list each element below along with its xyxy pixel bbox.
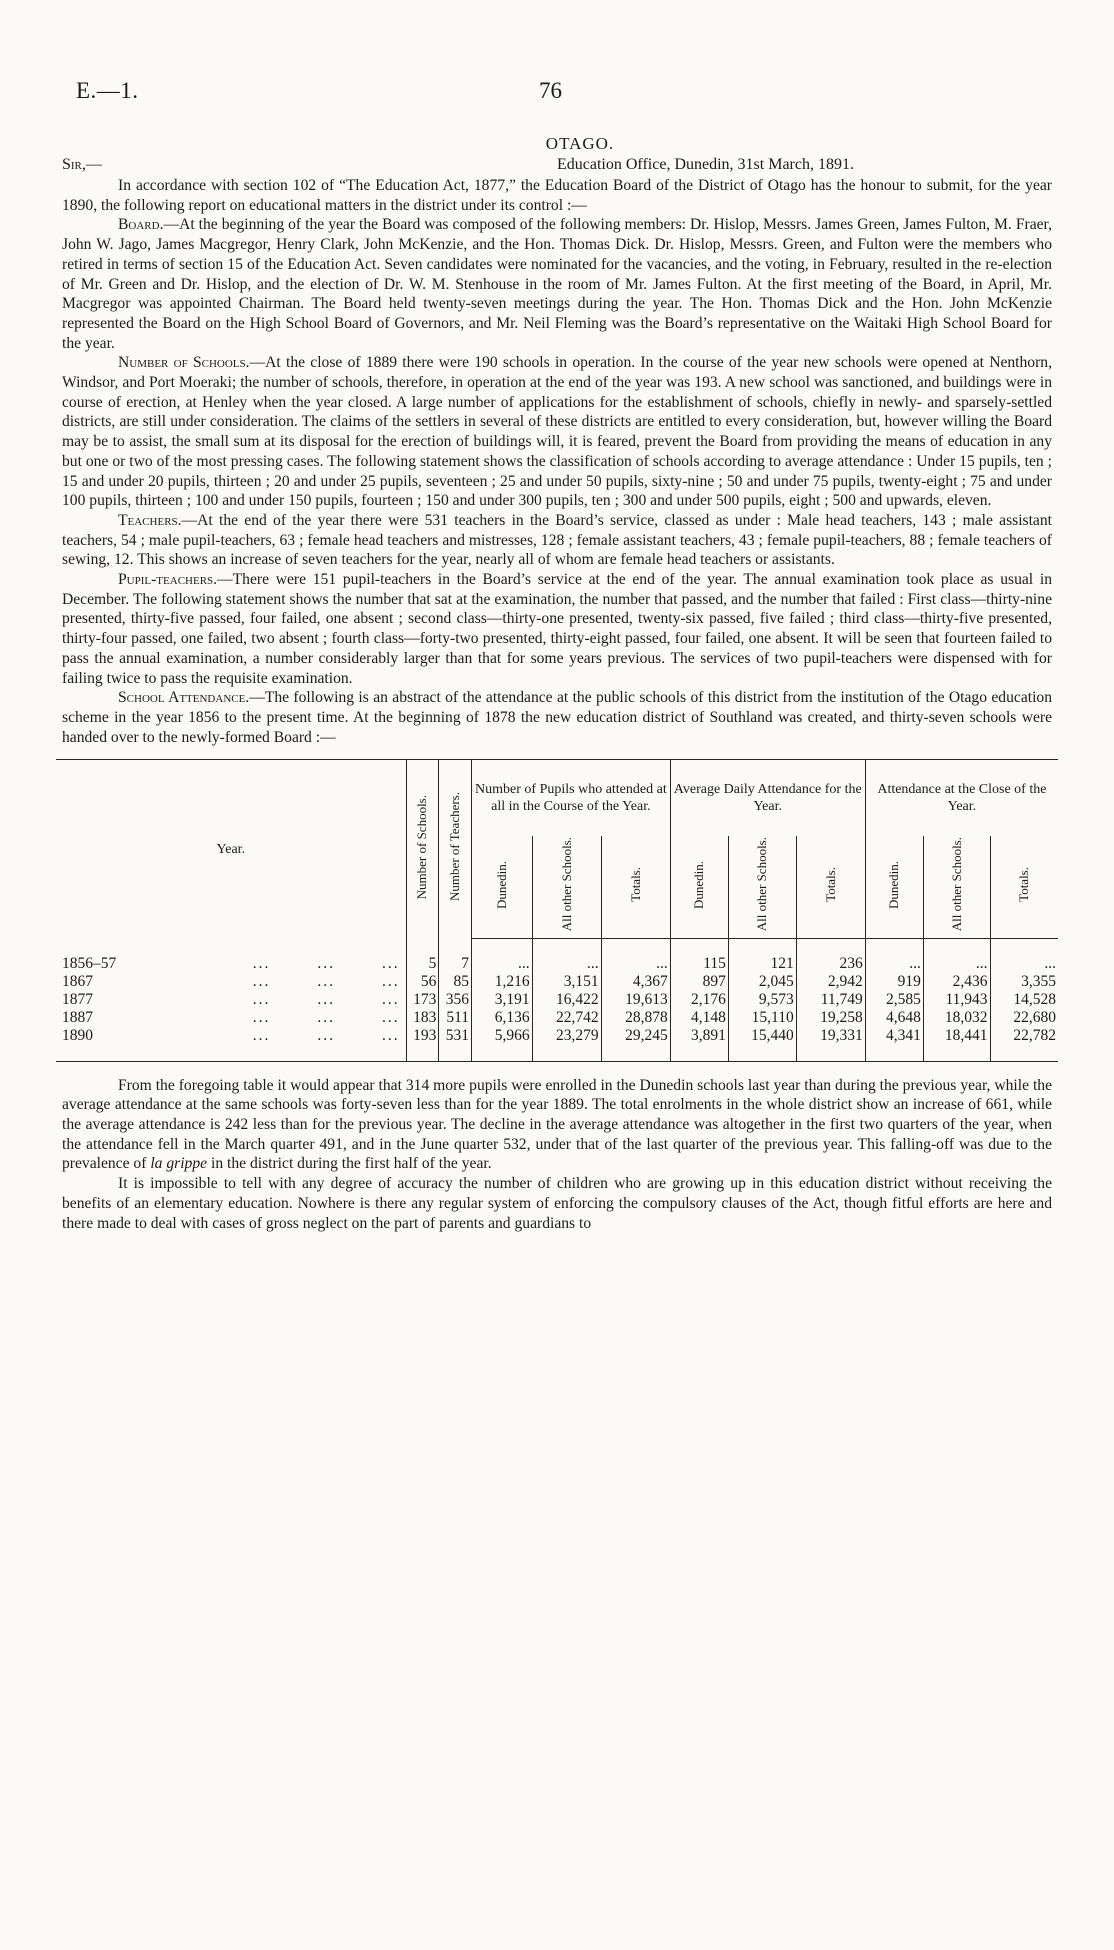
cell-c-oth: 2,436 [923,973,990,991]
cell-e-tot: ... [601,955,670,973]
pupil-teachers-text: —There were 151 pupil-teachers in the Board’s service at the end of the year. The annual examination took place as usual in December. The following statement shows the number that sat at the examination, the number that passed, and the number that failed : First class—thirty-nine presented, thirty-five passed, four failed, one absent ; second class—thirty-one presented, twenty-six passed, five failed ; third class—thirty-five presented, thirty-four passed, one failed, two absent ; fourth class—forty-two presented, thirty-eight passed, four failed, one absent. It will be seen that fourteen failed to pass the annual examination, a number considerably larger than that for some years previous. The services of two pupil-teachers were dispensed with for failing twice to pass the requisite examination. [62,571,1052,687]
cell-a-tot: 2,942 [796,973,865,991]
cell-a-oth: 9,573 [728,991,796,1009]
analysis-italic: la grippe [150,1155,208,1173]
report-reference: E.—1. [76,78,139,103]
attendance-paragraph [62,688,1052,747]
cell-a-tot: 19,331 [796,1027,865,1045]
cell-c-oth: 18,441 [923,1027,990,1045]
cell-schools: 193 [406,1027,439,1045]
cell-teachers: 85 [439,973,472,991]
cell-e-oth: 3,151 [532,973,601,991]
analysis-text-end: in the district during the first half of the year. [210,1155,492,1173]
table-row [56,973,1058,991]
cell-teachers: 7 [439,955,472,973]
year-cell: 1867 ... ... ... [62,972,400,990]
cell-a-dun: 4,148 [670,1009,728,1027]
year-cell: 1856–57 ... ... ... [62,954,400,972]
attendance-text: —The following is an abstract of the attendance at the public schools of this district from the institution of the Otago education scheme in the year 1856 to the present time. At the beginning of 1878 the new education district of Southland was created, and thirty-seven schools were handed over to the newly-formed Board :— [62,689,1052,746]
cell-e-oth: 22,742 [532,1009,601,1027]
cell-c-dun: 919 [865,973,923,991]
sub-dunedin-header: Dunedin. [865,836,923,938]
cell-teachers: 511 [439,1009,472,1027]
col-year-header: Year. [216,841,246,857]
sub-other-header: All other Schools. [532,836,601,938]
sub-totals-header: Totals. [796,836,865,938]
cell-e-oth: 23,279 [532,1027,601,1045]
col-schools-header: Number of Schools. [406,760,439,938]
group-average-header: Average Daily Attendance for the Year. [670,760,865,837]
cell-a-tot: 19,258 [796,1009,865,1027]
sub-dunedin-header: Dunedin. [670,836,728,938]
cell-c-dun: 2,585 [865,991,923,1009]
board-text: —At the beginning of the year the Board was composed of the following members: Dr. Hislop, Messrs. James Green, James Fulton, M. Fraer, John W. Jago, James Macgregor, Henry Clark, John McKenzie, and the Hon. Thomas Dick. Dr. Hislop, Messrs. Green, and Fulton were the members who retired in terms of section 15 of the Education Act. Seven candidates were nominated for the vacancies, and the voting, in February, resulted in the re-election of Mr. Green and Dr. Hislop, and the election of Dr. W. M. Stenhouse in the room of Mr. James Fulton. At the first meeting of the Board, in April, Mr. Macgregor was appointed Chairman. The Board held twenty-seven meetings during the year. The Hon. Thomas Dick and the Hon. John McKenzie represented the Board on the High School Board of Governors, and Mr. Neil Fleming was the Board’s representative on the Waitaki High School Board for the year. [62,216,1052,352]
salutation-line [62,156,1052,176]
cell-e-tot: 4,367 [601,973,670,991]
year-cell: 1890 ... ... ... [62,1026,400,1044]
cell-e-dun: 6,136 [472,1009,533,1027]
cell-schools: 183 [406,1009,439,1027]
sub-other-header: All other Schools. [923,836,990,938]
cell-a-dun: 3,891 [670,1027,728,1045]
cell-a-oth: 15,110 [728,1009,796,1027]
attendance-table-body [56,938,1058,1061]
group-close-header: Attendance at the Close of the Year. [865,760,1058,837]
board-paragraph [62,215,1052,353]
board-heading: Board. [118,216,164,234]
cell-schools: 173 [406,991,439,1009]
cell-schools: 5 [406,955,439,973]
cell-e-dun: ... [472,955,533,973]
cell-teachers: 531 [439,1027,472,1045]
cell-a-oth: 2,045 [728,973,796,991]
sub-other-header: All other Schools. [728,836,796,938]
cell-e-tot: 28,878 [601,1009,670,1027]
analysis-text: From the foregoing table it would appear that 314 more pupils were enrolled in the Dunedin schools last year than during the previous year, while the average attendance at the same schools was forty-seven less than for the year 1889. The total enrolments in the whole district show an increase of 661, while the average attendance is 242 less than for the previous year. The decline in the average attendance was altogether in the first two quarters of the year, when the attendance fell in the March quarter 491, and in the June quarter 532, under that of the last quarter of the previous year. This falling-off was due to the prevalence of [62,1076,1052,1173]
cell-a-oth: 15,440 [728,1027,796,1045]
cell-c-dun: 4,341 [865,1027,923,1045]
page-header [62,78,1052,114]
cell-a-dun: 2,176 [670,991,728,1009]
cell-c-oth: 18,032 [923,1009,990,1027]
cell-c-tot: ... [990,955,1058,973]
sub-totals-header: Totals. [990,836,1058,938]
schools-heading: Number of Schools. [118,354,250,372]
table-row [56,955,1058,973]
cell-e-dun: 5,966 [472,1027,533,1045]
year-cell: 1887 ... ... ... [62,1008,400,1026]
sub-totals-header: Totals. [601,836,670,938]
schools-paragraph [62,353,1052,511]
col-teachers-header: Number of Teachers. [439,760,472,938]
cell-teachers: 356 [439,991,472,1009]
cell-schools: 56 [406,973,439,991]
attendance-heading: School Attendance. [118,689,250,707]
compulsory-paragraph: It is impossible to tell with any degree of accuracy the number of children who are growing up in this education district without receiving the benefits of an elementary education. Nowhere is there any regular system of enforcing the compulsory clauses of the Act, though fitful efforts are here and there made to deal with cases of gross neglect on the part of parents and guardians to [62,1175,1052,1232]
teachers-heading: Teachers. [118,511,182,529]
page-number: 76 [539,78,562,103]
cell-e-dun: 1,216 [472,973,533,991]
cell-e-oth: ... [532,955,601,973]
pupil-teachers-paragraph [62,570,1052,688]
table-row [56,1009,1058,1027]
schools-text: —At the close of 1889 there were 190 schools in operation. In the course of the year new schools were opened at Nenthorn, Windsor, and Port Moeraki; the number of schools, therefore, in operation at the end of the year was 193. A new school was sanctioned, and buildings were in course of erection, at Henley when the year closed. A large number of applications for the establishment of schools, chiefly in newly- and sparsely-settled districts, are still under consideration. The claims of the settlers in several of these districts are entitled to every consideration, but, however willing the Board may be to assist, the small sum at its disposal for the erection of buildings will, it is feared, prevent the Board from providing the means of education in any but one or two of the most pressing cases. The following statement shows the classification of schools according to average attendance : Under 15 pupils, ten ; 15 and under 20 pupils, thirteen ; 20 and under 25 pupils, seventeen ; 25 and under 50 pupils, sixty-nine ; 50 and under 75 pupils, twenty-eight ; 75 and under 100 pupils, thirteen ; 100 and under 150 pupils, fourteen ; 150 and under 300 pupils, ten ; 300 and under 500 pupils, eight ; 500 and upwards, eleven. [62,354,1052,510]
cell-e-tot: 29,245 [601,1027,670,1045]
cell-e-tot: 19,613 [601,991,670,1009]
cell-c-dun: 4,648 [865,1009,923,1027]
cell-c-dun: ... [865,955,923,973]
cell-a-dun: 115 [670,955,728,973]
cell-a-tot: 236 [796,955,865,973]
teachers-text: —At the end of the year there were 531 teachers in the Board’s service, classed as under : Male head teachers, 143 ; male assistant teachers, 54 ; male pupil-teachers, 63 ; female head teachers and mistresses, 128 ; female assistant teachers, 43 ; female pupil-teachers, 88 ; female teachers of sewing, 12. This shows an increase of seven teachers for the year, nearly all of whom are female head teachers or assistants. [62,511,1052,569]
cell-e-dun: 3,191 [472,991,533,1009]
cell-c-tot: 14,528 [990,991,1058,1009]
document-page [62,78,1056,1233]
cell-a-tot: 11,749 [796,991,865,1009]
cell-e-oth: 16,422 [532,991,601,1009]
sub-dunedin-header: Dunedin. [472,836,533,938]
salutation: Sir,— [62,156,102,173]
cell-a-oth: 121 [728,955,796,973]
intro-paragraph: In accordance with section 102 of “The Education Act, 1877,” the Education Board of the District of Otago has the honour to submit, for the year 1890, the following report on educational matters in the district under its control :— [62,177,1052,214]
table-row [56,991,1058,1009]
section-title: OTAGO. [545,134,615,153]
analysis-paragraph [62,1076,1052,1175]
teachers-paragraph [62,511,1052,570]
attendance-table [56,759,1058,1061]
cell-c-oth: 11,943 [923,991,990,1009]
pupil-teachers-heading: Pupil-teachers. [118,571,218,589]
cell-c-oth: ... [923,955,990,973]
cell-c-tot: 22,782 [990,1027,1058,1045]
group-enrolled-header: Number of Pupils who attended at all in the Course of the Year. [472,760,671,837]
cell-c-tot: 22,680 [990,1009,1058,1027]
cell-c-tot: 3,355 [990,973,1058,991]
cell-a-dun: 897 [670,973,728,991]
table-row [56,1027,1058,1045]
place-date: Education Office, Dunedin, 31st March, 1891. [557,156,854,173]
year-cell: 1877 ... ... ... [62,990,400,1008]
